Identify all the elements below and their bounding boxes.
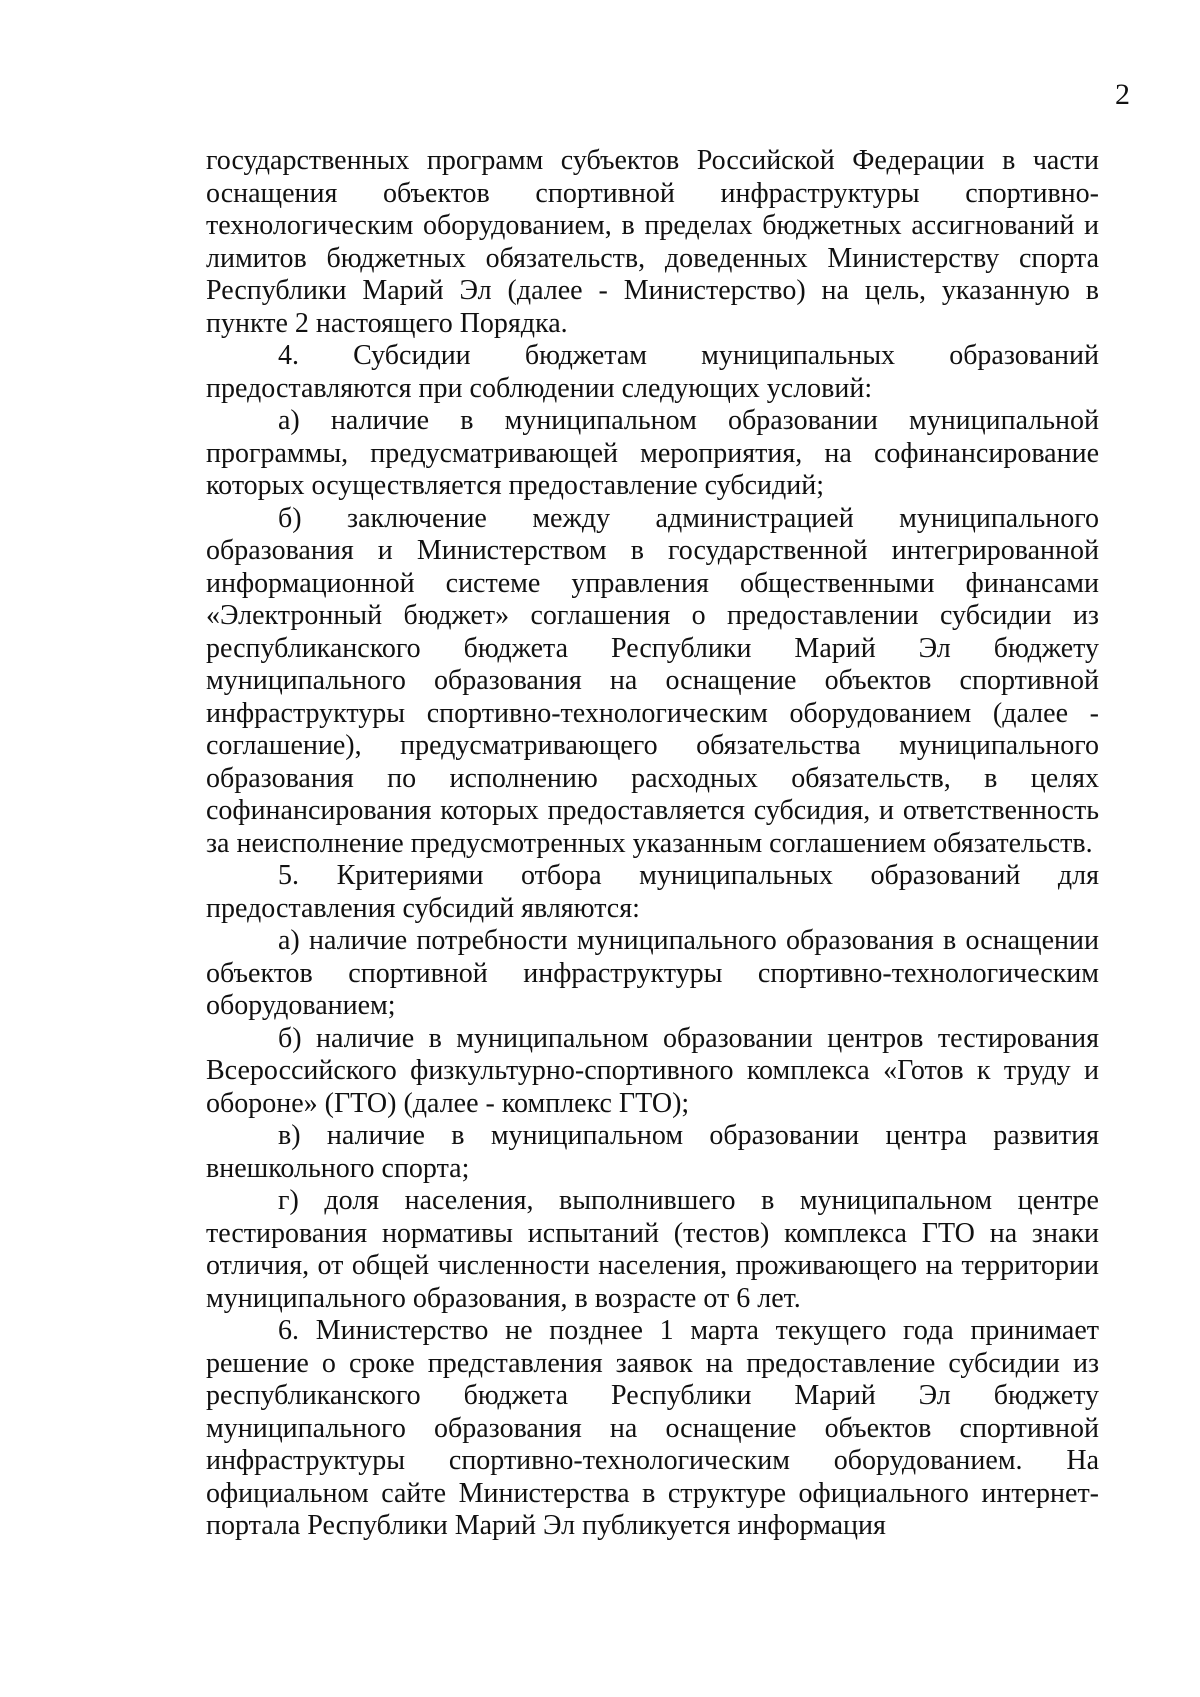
paragraph-item-5a: а) наличие потребности муниципального образования в оснащении объектов спортивной инфраструктуры спортивно-технологическим оборудованием; [206, 925, 1099, 1021]
document-body [206, 145, 1099, 1543]
paragraph-item-5g: г) доля населения, выполнившего в муниципальном центре тестирования нормативы испытаний (тестов) комплекса ГТО на знаки отличия, от общей численности населения, проживающего на территории муниципального образования, в возрасте от 6 лет. [206, 1185, 1099, 1314]
paragraph-item-4a: а) наличие в муниципальном образовании муниципальной программы, предусматривающей мероприятия, на софинансирование которых осуществляется предоставление субсидий; [206, 405, 1099, 501]
paragraph-item-5b: б) наличие в муниципальном образовании центров тестирования Всероссийского физкультурно-спортивного комплекса «Готов к труду и обороне» (ГТО) (далее - комплекс ГТО); [206, 1022, 1099, 1119]
paragraph-item-4: 4. Субсидии бюджетам муниципальных образований предоставляются при соблюдении следующих условий: [206, 340, 1099, 404]
paragraph-item-4b: б) заключение между администрацией муниципального образования и Министерством в государственной интегрированной информационной системе управления общественными финансами «Электронный бюджет» соглашения о предоставлении субсидии из республиканского бюджета Республики Марий Эл бюджету муниципального образования на оснащение объектов спортивной инфраструктуры спортивно-технологическим оборудованием (далее - соглашение), предусматривающего обязательства муниципального образования по исполнению расходных обязательств, в целях софинансирования которых предоставляется субсидия, и ответственность за неисполнение предусмотренных указанным соглашением обязательств. [206, 502, 1099, 859]
paragraph-continuation: государственных программ субъектов Российской Федерации в части оснащения объектов спортивной инфраструктуры спортивно-технологическим оборудованием, в пределах бюджетных ассигнований и лимитов бюджетных обязательств, доведенных Министерству спорта Республики Марий Эл (далее - Министерство) на цель, указанную в пункте 2 настоящего Порядка. [206, 145, 1099, 339]
paragraph-item-6: 6. Министерство не позднее 1 марта текущего года принимает решение о сроке представления заявок на предоставление субсидии из республиканского бюджета Республики Марий Эл бюджету муниципального образования на оснащение объектов спортивной инфраструктуры спортивно-технологическим оборудованием. На официальном сайте Министерства в структуре официального интернет-портала Республики Марий Эл публикуется информация [206, 1315, 1099, 1541]
paragraph-item-5: 5. Критериями отбора муниципальных образований для предоставления субсидий являются: [206, 860, 1099, 924]
paragraph-item-5v: в) наличие в муниципальном образовании центра развития внешкольного спорта; [206, 1120, 1099, 1184]
page-number: 2 [1115, 78, 1130, 111]
